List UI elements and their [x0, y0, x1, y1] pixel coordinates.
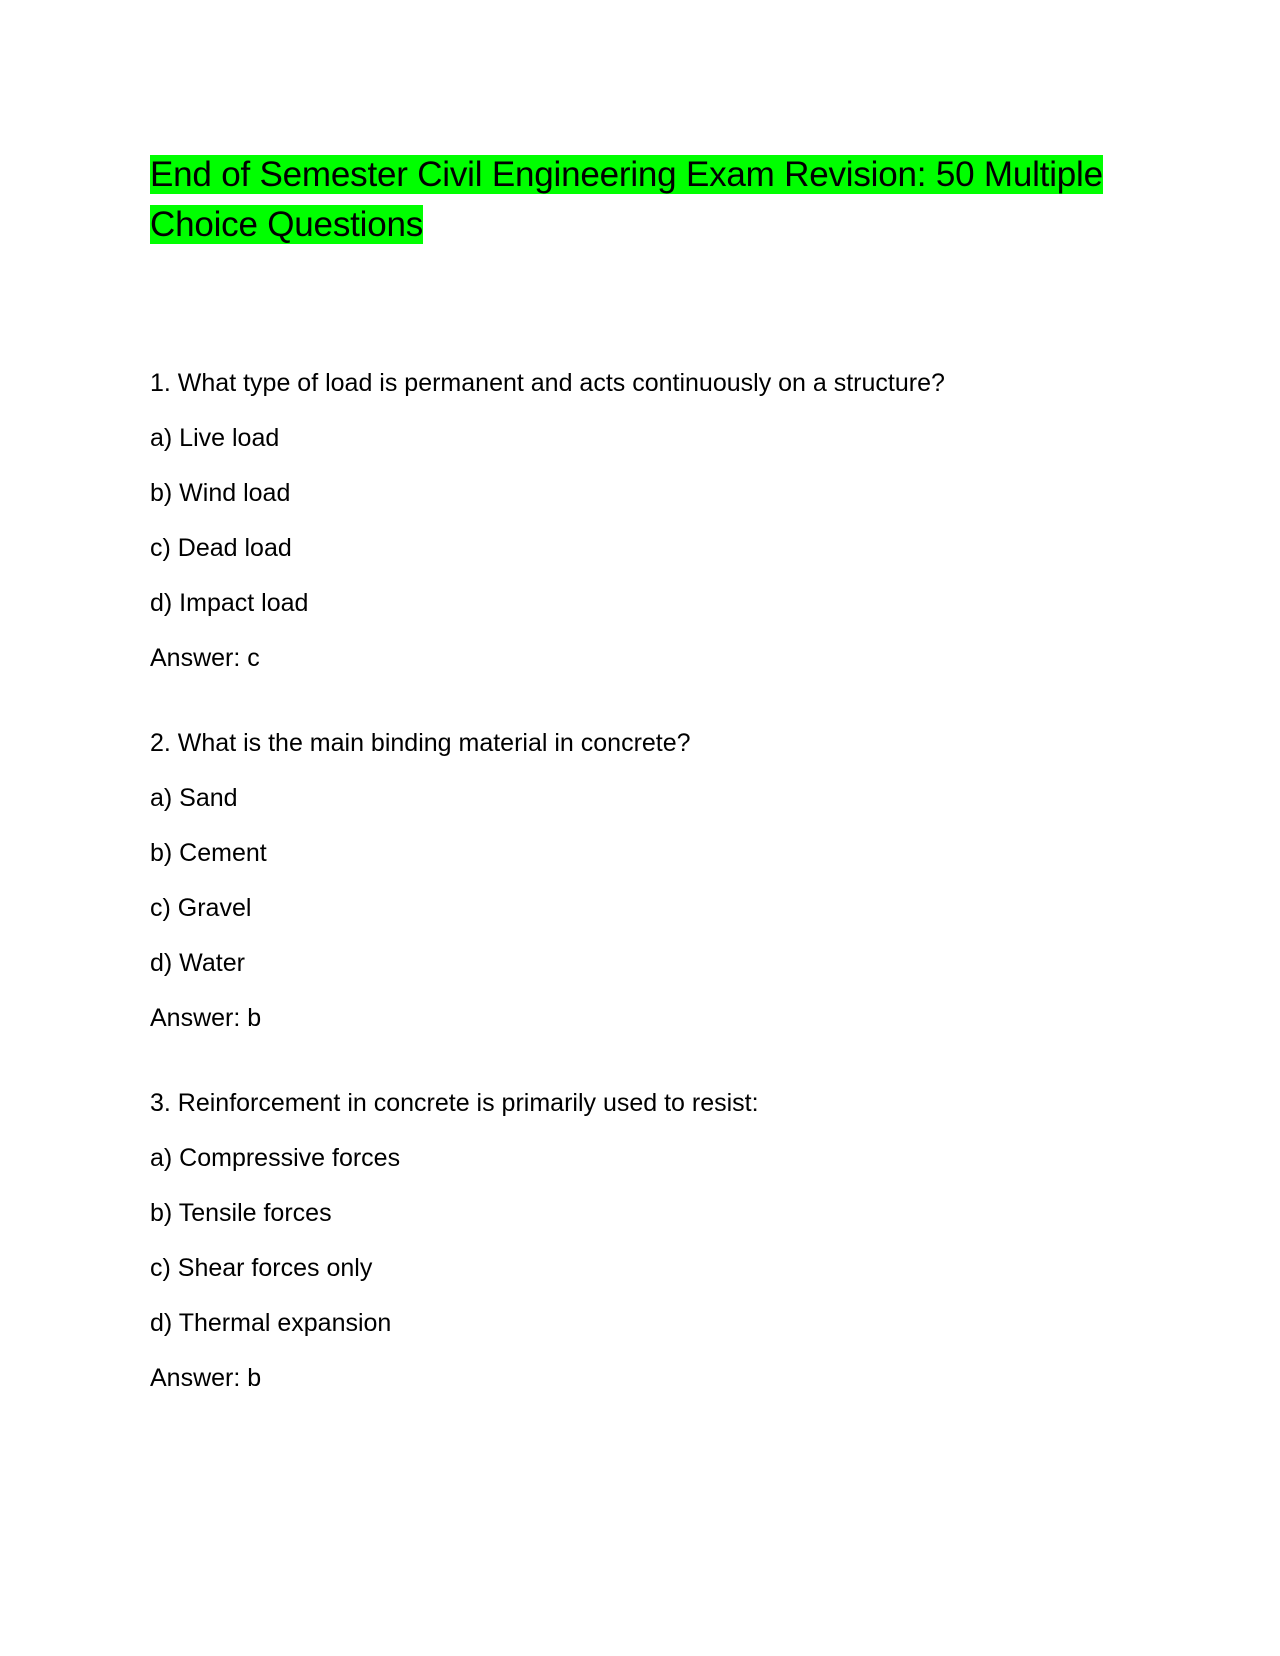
- answer-text: Answer: b: [150, 1364, 262, 1392]
- answer-text: Answer: b: [150, 1004, 262, 1032]
- option-c: c) Gravel: [150, 894, 252, 922]
- question-text: 1. What type of load is permanent and acts continuously on a structure?: [150, 369, 945, 397]
- option-a: a) Compressive forces: [150, 1144, 401, 1172]
- option-c: c) Dead load: [150, 534, 292, 562]
- option-a: a) Live load: [150, 424, 280, 452]
- answer-text: Answer: c: [150, 644, 260, 672]
- document-title: [150, 150, 1130, 250]
- option-b: b) Tensile forces: [150, 1199, 332, 1227]
- question-list: [150, 368, 1130, 1448]
- option-b: b) Wind load: [150, 479, 291, 507]
- option-d: d) Water: [150, 949, 245, 977]
- document-page: [150, 150, 1130, 1392]
- option-a: a) Sand: [150, 784, 238, 812]
- question-block-3: [150, 1088, 1130, 1393]
- question-text: 2. What is the main binding material in concrete?: [150, 729, 691, 757]
- question-text: 3. Reinforcement in concrete is primarily used to resist:: [150, 1089, 759, 1117]
- option-d: d) Impact load: [150, 589, 309, 617]
- option-d: d) Thermal expansion: [150, 1309, 392, 1337]
- question-block-1: [150, 368, 1130, 673]
- title-highlight: End of Semester Civil Engineering Exam Revision: 50 Multiple Choice Questions: [150, 155, 1103, 244]
- option-b: b) Cement: [150, 839, 267, 867]
- question-block-2: [150, 728, 1130, 1033]
- option-c: c) Shear forces only: [150, 1254, 373, 1282]
